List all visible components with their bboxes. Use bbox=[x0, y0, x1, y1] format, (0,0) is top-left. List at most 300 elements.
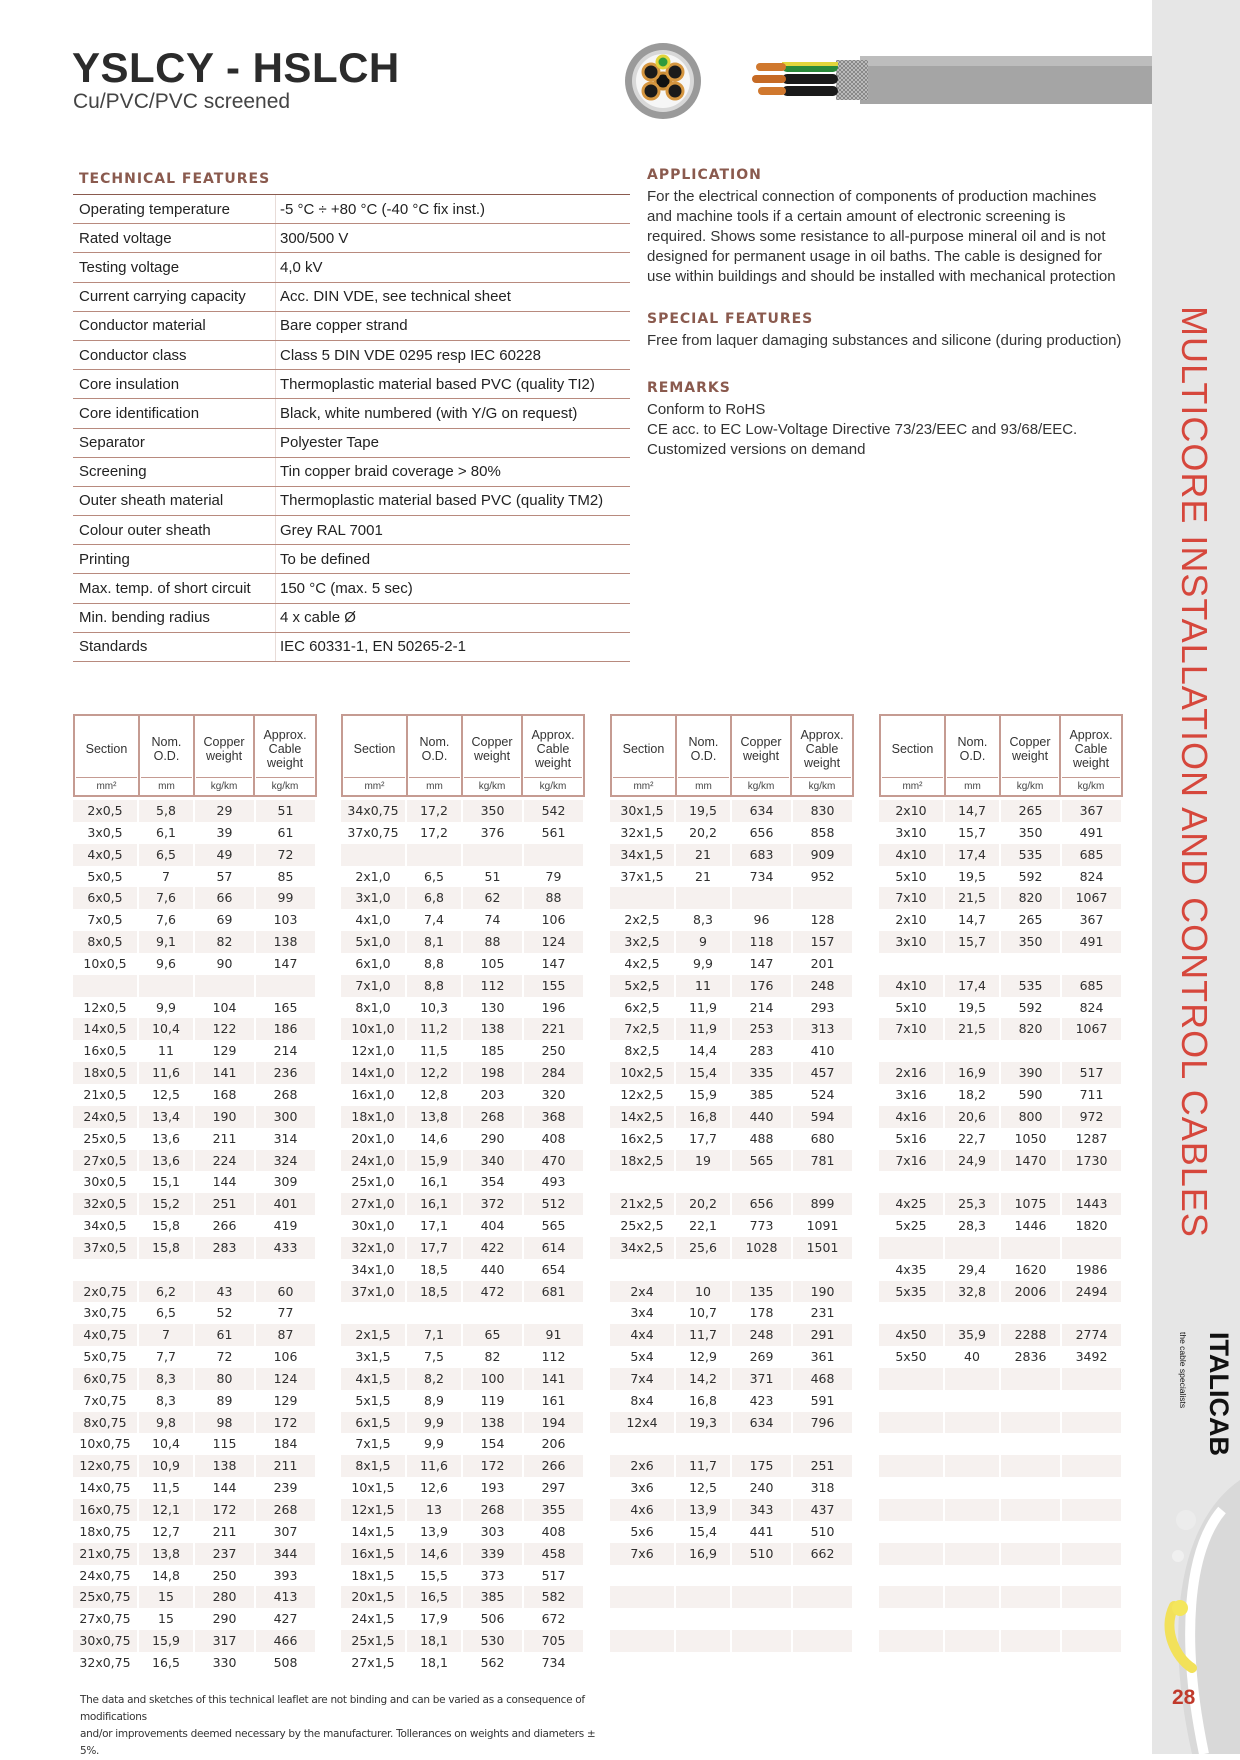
cable-weight-cell: 239 bbox=[256, 1477, 317, 1499]
cable-weight-cell: 542 bbox=[524, 800, 585, 822]
cable-weight-cell bbox=[1062, 1040, 1123, 1062]
cable-weight-cell bbox=[256, 1259, 317, 1281]
table-row bbox=[73, 1346, 317, 1368]
cable-weight-cell: 60 bbox=[256, 1281, 317, 1303]
table-row bbox=[610, 866, 854, 888]
table-row bbox=[879, 953, 1123, 975]
cable-weight-cell: 491 bbox=[1062, 931, 1123, 953]
section-cell: 6x1,5 bbox=[341, 1412, 407, 1434]
table-row bbox=[341, 1630, 585, 1652]
table-row bbox=[879, 1630, 1123, 1652]
od-cell bbox=[407, 844, 463, 866]
column-header bbox=[343, 716, 408, 795]
table-row bbox=[341, 1565, 585, 1587]
section-cell: 5x1,5 bbox=[341, 1390, 407, 1412]
copper-weight-cell: 214 bbox=[732, 997, 793, 1019]
column-header bbox=[946, 716, 1001, 795]
od-cell bbox=[945, 1412, 1001, 1434]
od-cell: 17,9 bbox=[407, 1608, 463, 1630]
feature-label: Printing bbox=[79, 550, 130, 568]
cable-weight-cell: 128 bbox=[793, 909, 854, 931]
copper-weight-cell: 190 bbox=[195, 1106, 256, 1128]
cable-weight-cell: 307 bbox=[256, 1521, 317, 1543]
technical-features-heading: TECHNICAL FEATURES bbox=[79, 171, 271, 187]
table-row bbox=[610, 1477, 854, 1499]
table-row bbox=[879, 1477, 1123, 1499]
table-row bbox=[73, 1652, 317, 1674]
od-cell: 13,9 bbox=[407, 1521, 463, 1543]
od-cell: 13,8 bbox=[407, 1106, 463, 1128]
table-row bbox=[879, 1543, 1123, 1565]
cable-weight-cell bbox=[793, 1586, 854, 1608]
table-row bbox=[73, 909, 317, 931]
cable-weight-cell: 268 bbox=[256, 1084, 317, 1106]
svg-text:ITALICAB: ITALICAB bbox=[1204, 1332, 1234, 1456]
section-cell bbox=[610, 1586, 676, 1608]
cable-weight-cell: 1067 bbox=[1062, 1018, 1123, 1040]
copper-weight-cell: 144 bbox=[195, 1171, 256, 1193]
copper-weight-cell bbox=[1001, 1302, 1062, 1324]
column-header-label: Nom. O.D. bbox=[419, 734, 450, 763]
feature-value: 300/500 V bbox=[275, 224, 630, 252]
column-header-unit: mm² bbox=[344, 777, 405, 792]
cable-weight-cell bbox=[1062, 1586, 1123, 1608]
copper-weight-cell: 237 bbox=[195, 1543, 256, 1565]
od-cell bbox=[676, 1259, 732, 1281]
copper-weight-cell: 734 bbox=[732, 866, 793, 888]
copper-weight-cell: 51 bbox=[463, 866, 524, 888]
section-cell: 27x0,75 bbox=[73, 1608, 139, 1630]
od-cell: 7,6 bbox=[139, 909, 195, 931]
od-cell: 20,6 bbox=[945, 1106, 1001, 1128]
copper-weight-cell bbox=[732, 887, 793, 909]
column-header bbox=[677, 716, 732, 795]
cable-weight-cell: 561 bbox=[524, 822, 585, 844]
od-cell: 29,4 bbox=[945, 1259, 1001, 1281]
copper-weight-cell: 61 bbox=[195, 1324, 256, 1346]
column-header-label: Approx. Cable weight bbox=[1069, 727, 1113, 770]
application-block bbox=[647, 167, 1125, 287]
cable-weight-cell: 112 bbox=[524, 1346, 585, 1368]
cable-weight-cell: 88 bbox=[524, 887, 585, 909]
section-cell: 6x1,0 bbox=[341, 953, 407, 975]
cable-weight-cell: 103 bbox=[256, 909, 317, 931]
copper-weight-cell: 90 bbox=[195, 953, 256, 975]
table-row bbox=[73, 822, 317, 844]
section-cell: 4x0,75 bbox=[73, 1324, 139, 1346]
column-header-label: Copper weight bbox=[471, 734, 513, 763]
copper-weight-cell: 138 bbox=[463, 1412, 524, 1434]
copper-weight-cell: 135 bbox=[732, 1281, 793, 1303]
cable-weight-cell: 165 bbox=[256, 997, 317, 1019]
section-cell: 34x1,0 bbox=[341, 1259, 407, 1281]
table-row bbox=[610, 1084, 854, 1106]
copper-weight-cell: 488 bbox=[732, 1128, 793, 1150]
copper-weight-cell: 390 bbox=[1001, 1062, 1062, 1084]
copper-weight-cell: 592 bbox=[1001, 997, 1062, 1019]
column-header-label: Section bbox=[891, 741, 934, 756]
table-row bbox=[610, 800, 854, 822]
section-cell: 12x1,0 bbox=[341, 1040, 407, 1062]
section-cell: 5x50 bbox=[879, 1346, 945, 1368]
section-cell bbox=[73, 975, 139, 997]
section-cell: 37x1,5 bbox=[610, 866, 676, 888]
table-row bbox=[879, 844, 1123, 866]
column-header-label: Approx. Cable weight bbox=[800, 727, 844, 770]
section-cell: 4x4 bbox=[610, 1324, 676, 1346]
cable-weight-cell: 468 bbox=[793, 1368, 854, 1390]
cable-weight-cell: 2494 bbox=[1062, 1281, 1123, 1303]
od-cell: 11,6 bbox=[407, 1455, 463, 1477]
copper-weight-cell: 773 bbox=[732, 1215, 793, 1237]
copper-weight-cell: 65 bbox=[463, 1324, 524, 1346]
od-cell: 6,5 bbox=[407, 866, 463, 888]
copper-weight-cell: 147 bbox=[732, 953, 793, 975]
section-cell: 2x0,5 bbox=[73, 800, 139, 822]
section-cell bbox=[879, 1608, 945, 1630]
od-cell: 10,3 bbox=[407, 997, 463, 1019]
section-cell: 7x10 bbox=[879, 1018, 945, 1040]
feature-label: Outer sheath material bbox=[79, 492, 224, 510]
section-cell: 14x2,5 bbox=[610, 1106, 676, 1128]
od-cell bbox=[676, 1565, 732, 1587]
feature-label: Conductor material bbox=[79, 317, 206, 335]
feature-value: 4 x cable Ø bbox=[275, 604, 630, 632]
column-header bbox=[408, 716, 463, 795]
od-cell: 11,5 bbox=[407, 1040, 463, 1062]
od-cell: 15,2 bbox=[139, 1193, 195, 1215]
section-cell: 16x0,75 bbox=[73, 1499, 139, 1521]
section-cell: 4x35 bbox=[879, 1259, 945, 1281]
table-row bbox=[341, 909, 585, 931]
column-header-label: Copper weight bbox=[203, 734, 245, 763]
od-cell: 9,1 bbox=[139, 931, 195, 953]
section-cell: 8x0,75 bbox=[73, 1412, 139, 1434]
cable-weight-cell: 672 bbox=[524, 1608, 585, 1630]
table-row bbox=[341, 1652, 585, 1674]
cable-weight-cell: 196 bbox=[524, 997, 585, 1019]
cable-weight-cell: 1443 bbox=[1062, 1193, 1123, 1215]
cable-weight-cell: 161 bbox=[524, 1390, 585, 1412]
od-cell: 12,5 bbox=[139, 1084, 195, 1106]
od-cell bbox=[676, 1652, 732, 1674]
cable-weight-cell bbox=[1062, 1368, 1123, 1390]
section-cell: 6x0,75 bbox=[73, 1368, 139, 1390]
table-row bbox=[879, 1433, 1123, 1455]
table-row bbox=[341, 844, 585, 866]
cable-weight-cell: 591 bbox=[793, 1390, 854, 1412]
section-cell bbox=[879, 1477, 945, 1499]
od-cell bbox=[676, 1630, 732, 1652]
copper-weight-cell: 100 bbox=[463, 1368, 524, 1390]
copper-weight-cell: 74 bbox=[463, 909, 524, 931]
cable-weight-cell bbox=[1062, 1477, 1123, 1499]
remarks-block bbox=[647, 380, 1125, 460]
table-row bbox=[73, 1171, 317, 1193]
cable-weight-cell bbox=[256, 975, 317, 997]
cable-weight-cell: 211 bbox=[256, 1455, 317, 1477]
cable-weight-cell bbox=[1062, 953, 1123, 975]
table-row bbox=[879, 1193, 1123, 1215]
section-cell bbox=[879, 953, 945, 975]
copper-weight-cell: 404 bbox=[463, 1215, 524, 1237]
table-row bbox=[610, 887, 854, 909]
table-row bbox=[341, 1499, 585, 1521]
od-cell: 10,9 bbox=[139, 1455, 195, 1477]
cable-weight-cell: 318 bbox=[793, 1477, 854, 1499]
table-row bbox=[341, 1150, 585, 1172]
od-cell: 15 bbox=[139, 1608, 195, 1630]
cable-weight-cell bbox=[524, 1302, 585, 1324]
cable-weight-cell bbox=[1062, 1608, 1123, 1630]
od-cell bbox=[676, 1433, 732, 1455]
cable-weight-cell: 662 bbox=[793, 1543, 854, 1565]
section-cell: 20x1,0 bbox=[341, 1128, 407, 1150]
table-row bbox=[879, 1302, 1123, 1324]
column-header bbox=[792, 716, 852, 795]
table-row bbox=[610, 1390, 854, 1412]
table-row bbox=[879, 1084, 1123, 1106]
table-row bbox=[341, 887, 585, 909]
feature-value: 4,0 kV bbox=[275, 253, 630, 281]
special-features-heading: SPECIAL FEATURES bbox=[647, 311, 814, 327]
copper-weight-cell: 115 bbox=[195, 1433, 256, 1455]
cable-weight-cell bbox=[1062, 1237, 1123, 1259]
section-cell: 4x1,0 bbox=[341, 909, 407, 931]
copper-weight-cell: 1470 bbox=[1001, 1150, 1062, 1172]
copper-weight-cell bbox=[732, 1433, 793, 1455]
cable-weight-cell bbox=[1062, 1455, 1123, 1477]
cable-weight-cell: 291 bbox=[793, 1324, 854, 1346]
copper-weight-cell: 224 bbox=[195, 1150, 256, 1172]
copper-weight-cell: 280 bbox=[195, 1586, 256, 1608]
cable-weight-cell: 138 bbox=[256, 931, 317, 953]
copper-weight-cell: 253 bbox=[732, 1018, 793, 1040]
section-cell: 2x4 bbox=[610, 1281, 676, 1303]
table-row bbox=[341, 1412, 585, 1434]
copper-weight-cell: 268 bbox=[463, 1106, 524, 1128]
copper-weight-cell: 251 bbox=[195, 1193, 256, 1215]
copper-weight-cell bbox=[1001, 1652, 1062, 1674]
section-cell: 3x1,0 bbox=[341, 887, 407, 909]
application-text: For the electrical connection of components of production machines and machine tools if a certain amount of electronic screening is required. Shows some resistance to all-purpose mineral oil and is not designed for permanent usage in oil baths. The cable is designed for use within buildings and should be installed with mechanical protection bbox=[647, 188, 1116, 285]
cable-weight-cell: 796 bbox=[793, 1412, 854, 1434]
section-cell: 2x2,5 bbox=[610, 909, 676, 931]
table-row bbox=[341, 1390, 585, 1412]
table-row bbox=[341, 1324, 585, 1346]
od-cell: 6,8 bbox=[407, 887, 463, 909]
cable-weight-cell: 1067 bbox=[1062, 887, 1123, 909]
table-row bbox=[610, 1586, 854, 1608]
od-cell bbox=[945, 1433, 1001, 1455]
section-cell: 27x1,0 bbox=[341, 1193, 407, 1215]
column-header-label: Section bbox=[622, 741, 665, 756]
sidebar-vertical-title: MULTICORE INSTALLATION AND CONTROL CABLES bbox=[1174, 306, 1215, 1238]
technical-feature-row bbox=[73, 545, 630, 574]
od-cell: 13,4 bbox=[139, 1106, 195, 1128]
table-row bbox=[879, 887, 1123, 909]
od-cell: 10,4 bbox=[139, 1018, 195, 1040]
table-row bbox=[879, 1652, 1123, 1674]
table-row bbox=[610, 1237, 854, 1259]
table-row bbox=[879, 931, 1123, 953]
cable-table-2 bbox=[341, 714, 585, 1674]
section-cell: 18x1,5 bbox=[341, 1565, 407, 1587]
cable-weight-cell: 293 bbox=[793, 997, 854, 1019]
table-row bbox=[610, 1018, 854, 1040]
remarks-heading: REMARKS bbox=[647, 380, 731, 396]
section-cell: 12x0,75 bbox=[73, 1455, 139, 1477]
copper-weight-cell bbox=[1001, 1433, 1062, 1455]
section-cell: 7x16 bbox=[879, 1150, 945, 1172]
cable-weight-cell: 734 bbox=[524, 1652, 585, 1674]
table-row bbox=[610, 1128, 854, 1150]
od-cell: 10,7 bbox=[676, 1302, 732, 1324]
copper-weight-cell: 172 bbox=[195, 1499, 256, 1521]
table-row bbox=[73, 1390, 317, 1412]
od-cell: 7,7 bbox=[139, 1346, 195, 1368]
section-cell bbox=[879, 1455, 945, 1477]
od-cell bbox=[945, 1390, 1001, 1412]
od-cell: 9,8 bbox=[139, 1412, 195, 1434]
od-cell bbox=[945, 1499, 1001, 1521]
copper-weight-cell bbox=[1001, 1368, 1062, 1390]
section-cell: 2x10 bbox=[879, 800, 945, 822]
copper-weight-cell: 562 bbox=[463, 1652, 524, 1674]
copper-weight-cell: 138 bbox=[463, 1018, 524, 1040]
table-row bbox=[610, 1171, 854, 1193]
copper-weight-cell bbox=[1001, 1390, 1062, 1412]
od-cell: 14,8 bbox=[139, 1565, 195, 1587]
od-cell: 12,8 bbox=[407, 1084, 463, 1106]
od-cell: 15,1 bbox=[139, 1171, 195, 1193]
copper-weight-cell: 265 bbox=[1001, 800, 1062, 822]
section-cell: 24x1,0 bbox=[341, 1150, 407, 1172]
cable-weight-cell: 437 bbox=[793, 1499, 854, 1521]
table-row bbox=[879, 1455, 1123, 1477]
column-header-label: Nom. O.D. bbox=[957, 734, 988, 763]
cable-weight-cell: 685 bbox=[1062, 975, 1123, 997]
copper-weight-cell: 634 bbox=[732, 800, 793, 822]
cable-weight-cell: 324 bbox=[256, 1150, 317, 1172]
od-cell: 16,8 bbox=[676, 1390, 732, 1412]
table-row bbox=[341, 1171, 585, 1193]
table-row bbox=[879, 1608, 1123, 1630]
column-header bbox=[732, 716, 792, 795]
disclaimer-footer bbox=[80, 1692, 600, 1760]
od-cell: 11 bbox=[676, 975, 732, 997]
section-cell: 2x1,5 bbox=[341, 1324, 407, 1346]
table-row bbox=[73, 1433, 317, 1455]
section-cell: 18x2,5 bbox=[610, 1150, 676, 1172]
od-cell: 8,2 bbox=[407, 1368, 463, 1390]
section-cell: 4x50 bbox=[879, 1324, 945, 1346]
feature-label: Core insulation bbox=[79, 375, 180, 393]
cable-weight-cell: 408 bbox=[524, 1128, 585, 1150]
copper-weight-cell: 2288 bbox=[1001, 1324, 1062, 1346]
section-cell bbox=[73, 1259, 139, 1281]
table-row bbox=[341, 1433, 585, 1455]
cable-weight-cell: 1820 bbox=[1062, 1215, 1123, 1237]
copper-weight-cell: 290 bbox=[463, 1128, 524, 1150]
section-cell: 8x1,0 bbox=[341, 997, 407, 1019]
cable-weight-cell: 147 bbox=[256, 953, 317, 975]
table-row bbox=[73, 1499, 317, 1521]
od-cell: 7 bbox=[139, 1324, 195, 1346]
section-cell bbox=[879, 1171, 945, 1193]
feature-label: Max. temp. of short circuit bbox=[79, 580, 251, 598]
copper-weight-cell bbox=[732, 1259, 793, 1281]
od-cell: 40 bbox=[945, 1346, 1001, 1368]
table-row bbox=[879, 822, 1123, 844]
table-row bbox=[610, 1652, 854, 1674]
copper-weight-cell: 820 bbox=[1001, 887, 1062, 909]
section-cell bbox=[879, 1412, 945, 1434]
section-cell: 12x0,5 bbox=[73, 997, 139, 1019]
od-cell: 15,7 bbox=[945, 931, 1001, 953]
section-cell: 7x6 bbox=[610, 1543, 676, 1565]
table-row bbox=[879, 1215, 1123, 1237]
od-cell bbox=[945, 1521, 1001, 1543]
section-cell: 3x6 bbox=[610, 1477, 676, 1499]
table-row bbox=[879, 1040, 1123, 1062]
table-row bbox=[879, 1499, 1123, 1521]
copper-weight-cell: 422 bbox=[463, 1237, 524, 1259]
cable-weight-cell: 824 bbox=[1062, 997, 1123, 1019]
table-row bbox=[610, 1455, 854, 1477]
cable-weight-cell: 493 bbox=[524, 1171, 585, 1193]
cable-weight-cell: 344 bbox=[256, 1543, 317, 1565]
od-cell: 9,9 bbox=[407, 1412, 463, 1434]
od-cell: 15,8 bbox=[139, 1215, 195, 1237]
od-cell bbox=[676, 1171, 732, 1193]
od-cell: 19,5 bbox=[945, 997, 1001, 1019]
copper-weight-cell: 203 bbox=[463, 1084, 524, 1106]
od-cell: 20,2 bbox=[676, 822, 732, 844]
feature-value: Grey RAL 7001 bbox=[275, 516, 630, 544]
table-row bbox=[341, 1084, 585, 1106]
section-cell: 5x6 bbox=[610, 1521, 676, 1543]
od-cell: 35,9 bbox=[945, 1324, 1001, 1346]
column-header bbox=[255, 716, 315, 795]
od-cell: 14,7 bbox=[945, 909, 1001, 931]
od-cell: 6,2 bbox=[139, 1281, 195, 1303]
od-cell: 7,5 bbox=[407, 1346, 463, 1368]
cable-weight-cell bbox=[1062, 1433, 1123, 1455]
section-cell: 7x1,0 bbox=[341, 975, 407, 997]
feature-value: Bare copper strand bbox=[275, 312, 630, 340]
table-row bbox=[73, 1128, 317, 1150]
column-header bbox=[523, 716, 583, 795]
section-cell: 20x1,5 bbox=[341, 1586, 407, 1608]
table-row bbox=[610, 1281, 854, 1303]
technical-feature-row bbox=[73, 487, 630, 516]
section-cell bbox=[610, 887, 676, 909]
section-cell: 3x4 bbox=[610, 1302, 676, 1324]
table-row bbox=[341, 1608, 585, 1630]
table-row bbox=[73, 953, 317, 975]
technical-feature-row bbox=[73, 633, 630, 662]
copper-weight-cell: 590 bbox=[1001, 1084, 1062, 1106]
cable-weight-cell bbox=[1062, 1390, 1123, 1412]
feature-value: 150 °C (max. 5 sec) bbox=[275, 574, 630, 602]
feature-value: Thermoplastic material based PVC (quality TI2) bbox=[275, 370, 630, 398]
section-cell bbox=[879, 1499, 945, 1521]
od-cell: 10,4 bbox=[139, 1433, 195, 1455]
column-header-unit: mm bbox=[409, 777, 460, 792]
cable-weight-cell: 491 bbox=[1062, 822, 1123, 844]
copper-weight-cell: 343 bbox=[732, 1499, 793, 1521]
